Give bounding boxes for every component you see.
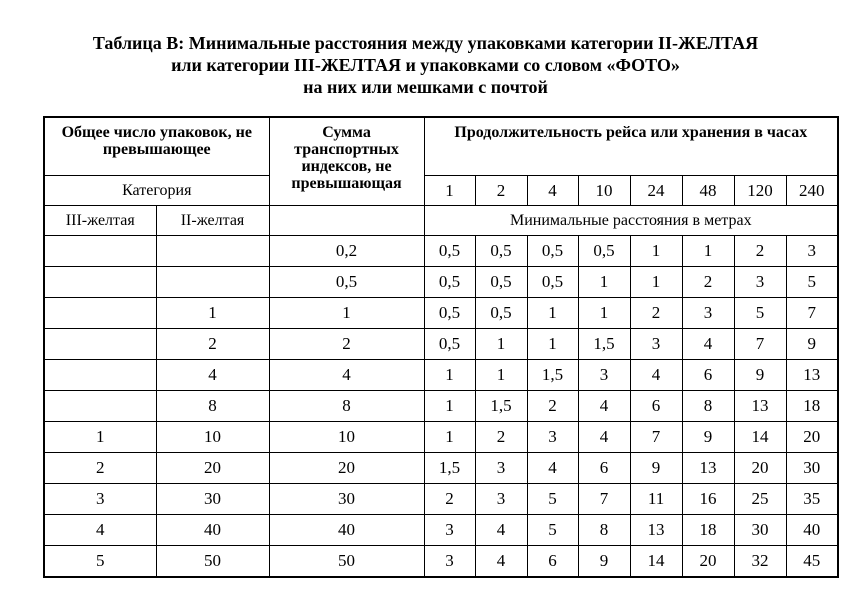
cell-distance: 20 xyxy=(786,422,838,453)
cell-distance: 5 xyxy=(786,267,838,298)
cell-distance: 2 xyxy=(424,484,475,515)
cell-distance: 9 xyxy=(734,360,786,391)
cell-distance: 16 xyxy=(682,484,734,515)
cell-distance: 13 xyxy=(734,391,786,422)
cell-cat3: 4 xyxy=(44,515,156,546)
cell-distance: 2 xyxy=(475,422,527,453)
cell-distance: 3 xyxy=(682,298,734,329)
cell-ti-sum: 50 xyxy=(269,546,424,578)
cell-distance: 0,5 xyxy=(475,267,527,298)
cell-distance: 13 xyxy=(786,360,838,391)
cell-distance: 1,5 xyxy=(578,329,630,360)
cell-cat2 xyxy=(156,236,269,267)
table-title xyxy=(0,32,851,98)
cell-distance: 4 xyxy=(682,329,734,360)
cell-cat3 xyxy=(44,298,156,329)
cell-cat2: 50 xyxy=(156,546,269,578)
header-min-dist: Минимальные расстояния в метрах xyxy=(424,206,838,236)
cell-distance: 7 xyxy=(578,484,630,515)
cell-distance: 7 xyxy=(734,329,786,360)
cell-distance: 20 xyxy=(734,453,786,484)
table-row xyxy=(44,422,838,453)
cell-distance: 6 xyxy=(682,360,734,391)
cell-cat2: 1 xyxy=(156,298,269,329)
cell-distance: 5 xyxy=(734,298,786,329)
cell-distance: 1 xyxy=(527,298,578,329)
header-ti-sum: Сумма транспортных индексов, не превышающая xyxy=(269,117,424,206)
header-cat2: II-желтая xyxy=(156,206,269,236)
cell-distance: 0,5 xyxy=(527,236,578,267)
cell-distance: 3 xyxy=(786,236,838,267)
cell-distance: 3 xyxy=(630,329,682,360)
cell-distance: 4 xyxy=(578,422,630,453)
cell-distance: 7 xyxy=(630,422,682,453)
cell-distance: 4 xyxy=(578,391,630,422)
cell-cat3 xyxy=(44,329,156,360)
cell-ti-sum: 10 xyxy=(269,422,424,453)
header-duration: Продолжительность рейса или хранения в часах xyxy=(424,117,838,176)
header-hour: 1 xyxy=(424,176,475,206)
cell-cat3: 5 xyxy=(44,546,156,578)
cell-distance: 1 xyxy=(578,298,630,329)
cell-distance: 0,5 xyxy=(527,267,578,298)
cell-distance: 30 xyxy=(786,453,838,484)
cell-distance: 0,5 xyxy=(475,298,527,329)
cell-distance: 4 xyxy=(475,515,527,546)
cell-distance: 3 xyxy=(527,422,578,453)
cell-distance: 6 xyxy=(578,453,630,484)
header-category: Категория xyxy=(44,176,269,206)
cell-distance: 45 xyxy=(786,546,838,578)
cell-distance: 1 xyxy=(475,329,527,360)
cell-ti-sum: 40 xyxy=(269,515,424,546)
cell-distance: 5 xyxy=(527,484,578,515)
cell-distance: 1 xyxy=(630,267,682,298)
cell-distance: 4 xyxy=(630,360,682,391)
cell-cat2 xyxy=(156,267,269,298)
cell-distance: 8 xyxy=(682,391,734,422)
cell-distance: 3 xyxy=(424,546,475,578)
cell-cat3 xyxy=(44,360,156,391)
cell-distance: 1 xyxy=(424,360,475,391)
cell-cat3: 3 xyxy=(44,484,156,515)
cell-distance: 32 xyxy=(734,546,786,578)
header-ti-blank xyxy=(269,206,424,236)
cell-cat2: 8 xyxy=(156,391,269,422)
header-hour: 24 xyxy=(630,176,682,206)
table-row xyxy=(44,236,838,267)
cell-distance: 3 xyxy=(424,515,475,546)
cell-distance: 1,5 xyxy=(527,360,578,391)
cell-ti-sum: 2 xyxy=(269,329,424,360)
cell-cat3 xyxy=(44,391,156,422)
cell-cat2: 10 xyxy=(156,422,269,453)
cell-distance: 30 xyxy=(734,515,786,546)
cell-cat2: 2 xyxy=(156,329,269,360)
header-hour: 240 xyxy=(786,176,838,206)
title-line-3: на них или мешками с почтой xyxy=(303,77,548,97)
cell-distance: 2 xyxy=(630,298,682,329)
table-row xyxy=(44,515,838,546)
cell-ti-sum: 0,2 xyxy=(269,236,424,267)
cell-cat2: 30 xyxy=(156,484,269,515)
cell-distance: 1 xyxy=(682,236,734,267)
cell-distance: 7 xyxy=(786,298,838,329)
cell-ti-sum: 8 xyxy=(269,391,424,422)
title-line-1: Таблица В: Минимальные расстояния между упаковками категории II-ЖЕЛТАЯ xyxy=(92,33,759,53)
cell-cat3 xyxy=(44,236,156,267)
cell-distance: 1,5 xyxy=(475,391,527,422)
cell-ti-sum: 20 xyxy=(269,453,424,484)
distance-table xyxy=(43,116,839,578)
cell-distance: 0,5 xyxy=(424,236,475,267)
cell-distance: 13 xyxy=(630,515,682,546)
cell-distance: 1,5 xyxy=(424,453,475,484)
cell-distance: 35 xyxy=(786,484,838,515)
cell-distance: 5 xyxy=(527,515,578,546)
cell-distance: 0,5 xyxy=(424,329,475,360)
table-row xyxy=(44,453,838,484)
header-cat3: III-желтая xyxy=(44,206,156,236)
cell-cat2: 40 xyxy=(156,515,269,546)
table-row xyxy=(44,484,838,515)
header-hour: 48 xyxy=(682,176,734,206)
cell-cat2: 20 xyxy=(156,453,269,484)
table-row xyxy=(44,329,838,360)
header-hour: 2 xyxy=(475,176,527,206)
cell-distance: 20 xyxy=(682,546,734,578)
cell-distance: 9 xyxy=(578,546,630,578)
header-hour: 4 xyxy=(527,176,578,206)
cell-distance: 6 xyxy=(527,546,578,578)
cell-distance: 40 xyxy=(786,515,838,546)
cell-distance: 1 xyxy=(475,360,527,391)
table-row xyxy=(44,267,838,298)
cell-distance: 9 xyxy=(682,422,734,453)
cell-distance: 1 xyxy=(424,422,475,453)
cell-ti-sum: 0,5 xyxy=(269,267,424,298)
cell-distance: 0,5 xyxy=(475,236,527,267)
header-hour: 10 xyxy=(578,176,630,206)
cell-distance: 1 xyxy=(527,329,578,360)
cell-distance: 11 xyxy=(630,484,682,515)
cell-distance: 4 xyxy=(527,453,578,484)
cell-distance: 1 xyxy=(578,267,630,298)
header-packages-total: Общее число упаковок, не превышающее xyxy=(44,117,269,176)
cell-distance: 18 xyxy=(682,515,734,546)
cell-distance: 0,5 xyxy=(424,267,475,298)
cell-distance: 3 xyxy=(475,453,527,484)
cell-distance: 14 xyxy=(734,422,786,453)
table-row xyxy=(44,546,838,578)
cell-cat3 xyxy=(44,267,156,298)
header-hour: 120 xyxy=(734,176,786,206)
table-row xyxy=(44,360,838,391)
cell-distance: 2 xyxy=(682,267,734,298)
cell-distance: 2 xyxy=(527,391,578,422)
cell-distance: 3 xyxy=(578,360,630,391)
cell-distance: 0,5 xyxy=(424,298,475,329)
cell-distance: 4 xyxy=(475,546,527,578)
table-row xyxy=(44,298,838,329)
cell-distance: 25 xyxy=(734,484,786,515)
table-row xyxy=(44,391,838,422)
cell-cat2: 4 xyxy=(156,360,269,391)
cell-distance: 3 xyxy=(475,484,527,515)
cell-distance: 6 xyxy=(630,391,682,422)
cell-distance: 8 xyxy=(578,515,630,546)
cell-distance: 18 xyxy=(786,391,838,422)
cell-cat3: 2 xyxy=(44,453,156,484)
cell-distance: 2 xyxy=(734,236,786,267)
cell-distance: 1 xyxy=(424,391,475,422)
cell-distance: 13 xyxy=(682,453,734,484)
cell-distance: 3 xyxy=(734,267,786,298)
title-line-2: или категории III-ЖЕЛТАЯ и упаковками со словом «ФОТО» xyxy=(171,55,680,75)
cell-distance: 1 xyxy=(630,236,682,267)
cell-ti-sum: 30 xyxy=(269,484,424,515)
cell-distance: 14 xyxy=(630,546,682,578)
cell-distance: 0,5 xyxy=(578,236,630,267)
cell-distance: 9 xyxy=(630,453,682,484)
cell-ti-sum: 4 xyxy=(269,360,424,391)
cell-distance: 9 xyxy=(786,329,838,360)
cell-ti-sum: 1 xyxy=(269,298,424,329)
cell-cat3: 1 xyxy=(44,422,156,453)
table-body xyxy=(44,236,838,578)
